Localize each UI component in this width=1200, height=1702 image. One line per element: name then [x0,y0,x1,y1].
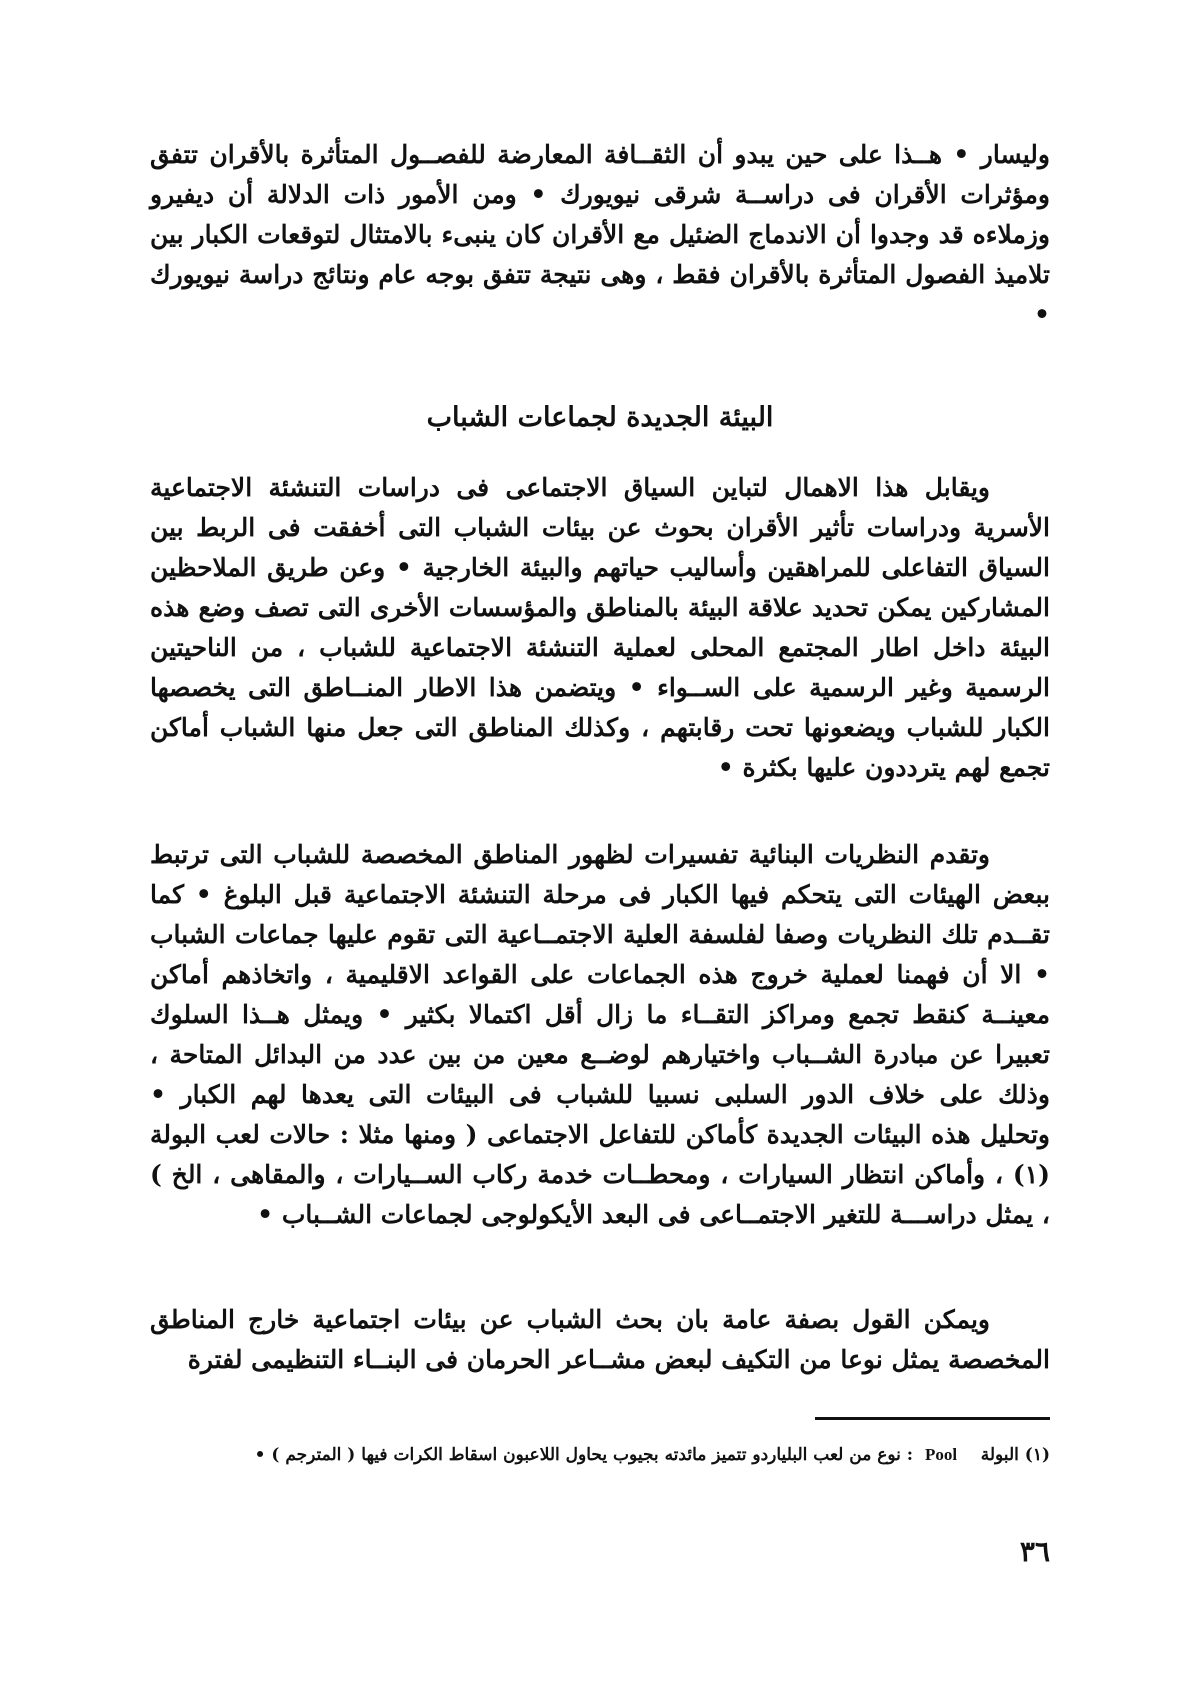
footnote-text: : نوع من لعب البلياردو تتميز مائدته بجيوب يحاول اللاعبون اسقاط الكرات فيها ( المترجم ) • [254,1445,914,1465]
paragraph-4: ويمكن القول بصفة عامة بان بحث الشباب عن بيئات اجتماعية خارج المناطق المخصصة يمثل نوعا من التكيف لبعض مشــاعر الحرمان فى البنــاء التنظيمى لفترة [150,1305,1050,1374]
footnote-lead: (١) البولة [980,1445,1050,1465]
footnote [150,1437,1050,1473]
footnote-term: Pool [924,1445,958,1464]
section-heading: البيئة الجديدة لجماعات الشباب [426,402,774,433]
paragraph-3: وتقدم النظريات البنائية تفسيرات لظهور المناطق المخصصة للشباب التى ترتبط ببعض الهيئات التى يتحكم فيها الكبار فى مرحلة التنشئة الاجتماعية قبل البلوغ • كما تقــدم تلك النظريات وصفا لفلسفة العلية الاجتمــاعية التى تقوم عليها جماعات الشباب • الا أن فهمنا لعملية خروج هذه الجماعات على القواعد الاقليمية ، واتخاذهم أماكن معينــة كنقط تجمع ومراكز التقــاء ما زال أقل اكتمالا بكثير • ويمثل هــذا السلوك تعبيرا عن مبادرة الشــباب واختيارهم لوضــع معين من بين عدد من البدائل المتاحة ، وذلك على خلاف الدور السلبى نسبيا للشباب فى البيئات التى يعدها لهم الكبار • وتحليل هذه البيئات الجديدة كأماكن للتفاعل الاجتماعى ( ومنها مثلا : حالات لعب البولة (١) ، وأماكن انتظار السيارات ، ومحطــات خدمة ركاب الســيارات ، والمقاهى ، الخ ) ، يمثل دراســـة للتغير الاجتمــاعى فى البعد الأيكولوجى لجماعات الشــباب • [150,840,1050,1229]
footnote-divider [815,1417,1050,1420]
paragraph-1: وليسار • هــذا على حين يبدو أن الثقــافة المعارضة للفصــول المتأثرة بالأقران تتفق ومؤثرات الأقران فى دراســة شرقى نيويورك • ومن الأمور ذات الدلالة أن ديفيرو وزملاءه قد وجدوا أن الاندماج الضئيل مع الأقران كان ينبىء بالامتثال لتوقعات الكبار بين تلاميذ الفصول المتأثرة بالأقران فقط ، وهى نتيجة تتفق بوجه عام ونتائج دراسة نيويورك • [150,140,1050,329]
paragraph-2: ويقابل هذا الاهمال لتباين السياق الاجتماعى فى دراسات التنشئة الاجتماعية الأسرية ودراسات تأثير الأقران بحوث عن بيئات الشباب التى أخفقت فى الربط بين السياق التفاعلى للمراهقين وأساليب حياتهم والبيئة الخارجية • وعن طريق الملاحظين المشاركين يمكن تحديد علاقة البيئة بالمناطق والمؤسسات الأخرى التى تصف وضع هذه البيئة داخل اطار المجتمع المحلى لعملية التنشئة الاجتماعية للشباب ، من الناحيتين الرسمية وغير الرسمية على الســواء • ويتضمن هذا الاطار المنــاطق التى يخصصها الكبار للشباب ويضعونها تحت رقابتهم ، وكذلك المناطق التى جعل منها الشباب أماكن تجمع لهم يترددون عليها بكثرة • [150,473,1050,782]
page-number: ٣٦ [1019,1535,1050,1568]
